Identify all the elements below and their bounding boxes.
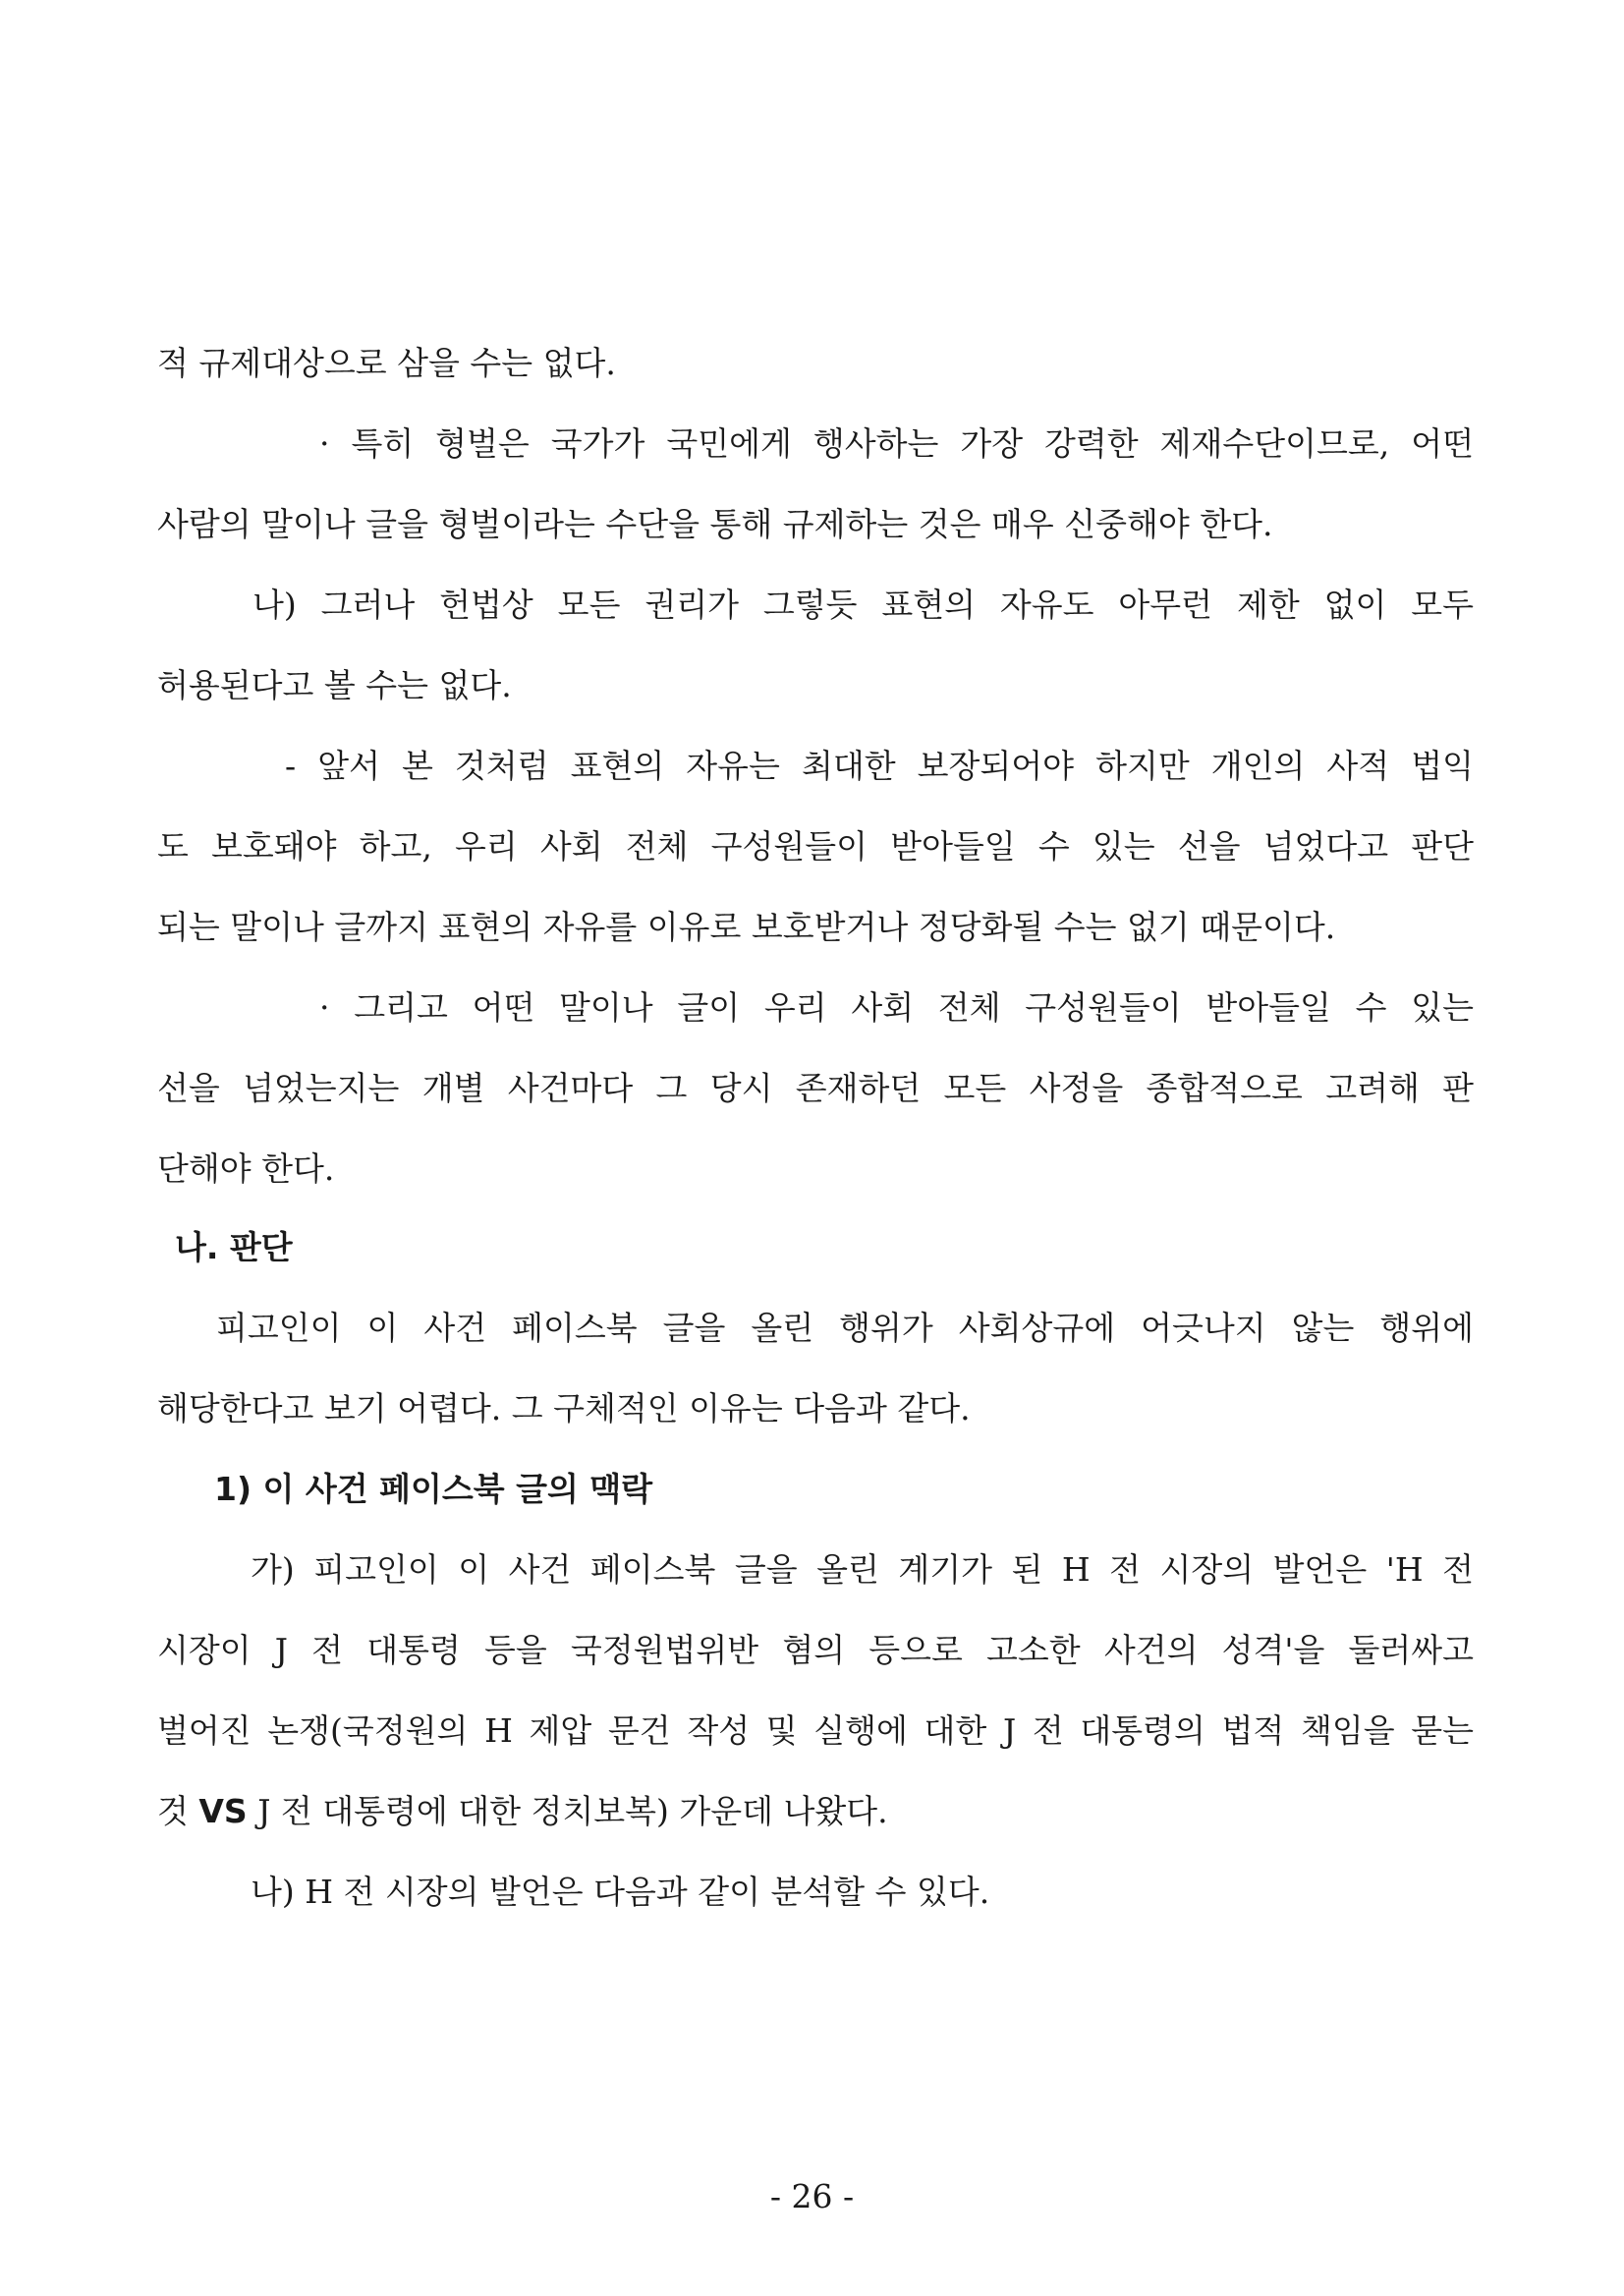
subparagraph-line: 나) 그러나 헌법상 모든 권리가 그렇듯 표현의 자유도 아무런 제한 없이 모두 <box>252 586 1474 624</box>
body-line: 허용된다고 볼 수는 없다. <box>157 666 512 704</box>
body-line: 선을 넘었는지는 개별 사건마다 그 당시 존재하던 모든 사정을 종합적으로 고려해 판 <box>157 1069 1474 1107</box>
text-segment: J 전 대통령에 대한 정치보복) 가운데 나왔다. <box>257 1792 888 1830</box>
bullet-paragraph-line: · 그리고 어떤 말이나 글이 우리 사회 전체 구성원들이 받아들일 수 있는 <box>319 988 1474 1027</box>
bullet-paragraph-line: · 특히 형벌은 국가가 국민에게 행사하는 가장 강력한 제재수단이므로, 어떤 <box>319 424 1474 463</box>
body-line: 단해야 한다. <box>157 1149 335 1188</box>
body-line: 되는 말이나 글까지 표현의 자유를 이유로 보호받거나 정당화될 수는 없기 때문이다. <box>157 908 1336 946</box>
body-line: 도 보호돼야 하고, 우리 사회 전체 구성원들이 받아들일 수 있는 선을 넘었다고 판단 <box>157 827 1474 866</box>
subparagraph-line: 나) H 전 시장의 발언은 다음과 같이 분석할 수 있다. <box>251 1873 990 1911</box>
paragraph-line: 피고인이 이 사건 페이스북 글을 올린 행위가 사회상규에 어긋나지 않는 행위에 <box>216 1309 1474 1347</box>
body-line: 시장이 J 전 대통령 등을 국정원법위반 혐의 등으로 고소한 사건의 성격'을 둘러싸고 <box>157 1631 1474 1669</box>
dash-paragraph-line: - 앞서 본 것처럼 표현의 자유는 최대한 보장되어야 하지만 개인의 사적 법익 <box>285 747 1474 785</box>
page-number: - 26 - <box>769 2177 855 2215</box>
subparagraph-line: 가) 피고인이 이 사건 페이스북 글을 올린 계기가 된 H 전 시장의 발언은 'H 전 <box>251 1550 1474 1589</box>
subsection-heading: 1) 이 사건 페이스북 글의 맥락 <box>214 1470 653 1508</box>
body-line: 벌어진 논쟁(국정원의 H 제압 문건 작성 및 실행에 대한 J 전 대통령의 법적 책임을 묻는 <box>157 1711 1474 1750</box>
body-line: 적 규제대상으로 삼을 수는 없다. <box>157 344 616 382</box>
section-heading: 나. 판단 <box>175 1228 293 1266</box>
body-line: 해당한다고 보기 어렵다. 그 구체적인 이유는 다음과 같다. <box>157 1389 971 1428</box>
vs-emphasis: VS <box>198 1792 248 1830</box>
body-line <box>157 1790 1474 1833</box>
text-segment: 것 <box>157 1792 189 1830</box>
body-line: 사람의 말이나 글을 형벌이라는 수단을 통해 규제하는 것은 매우 신중해야 한다. <box>157 505 1273 543</box>
